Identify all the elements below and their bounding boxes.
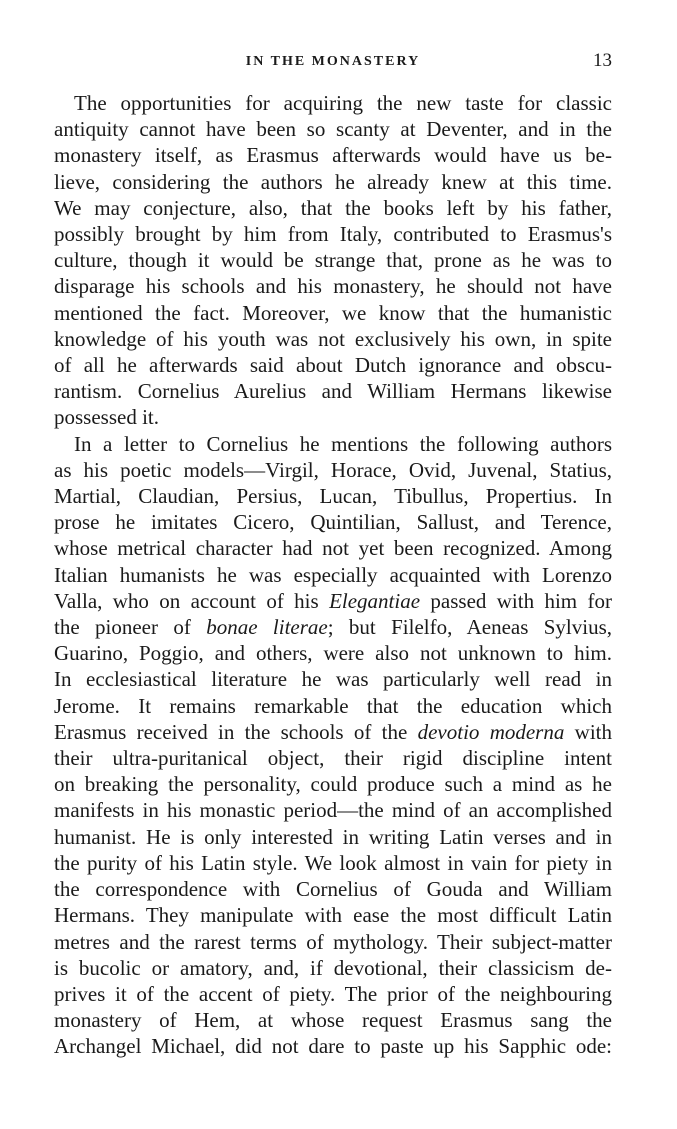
text-run: Valla, who on account of his — [54, 588, 330, 613]
running-title: IN THE MONASTERY — [245, 54, 421, 69]
text-line: lieve, considering the authors he already knew at this time. — [54, 169, 612, 194]
text-line: possessed it. — [54, 405, 159, 430]
text-line: manifests in his monastic period—the mind of an accomplished — [54, 798, 612, 823]
text-line — [54, 614, 612, 640]
text-line: on breaking the personality, could produce such a mind as he — [54, 772, 612, 797]
text-line: humanist. He is only interested in writing Latin verses and in — [54, 824, 612, 849]
text-line: as his poetic models—Virgil, Horace, Ovid, Juvenal, Statius, — [54, 457, 612, 482]
text-line — [54, 588, 612, 614]
text-line: metres and the rarest terms of mythology. Their subject-matter — [54, 929, 612, 954]
text-line: prives it of the accent of piety. The prior of the neighbouring — [54, 981, 612, 1006]
text-line: mentioned the fact. Moreover, we know that the humanistic — [54, 300, 612, 325]
text-line: antiquity cannot have been so scanty at Deventer, and in the — [54, 117, 612, 142]
text-run: ; but Filelfo, Aeneas Sylvius, — [327, 615, 613, 640]
text-line: is bucolic or amatory, and, if devotional, their classicism de- — [54, 955, 612, 980]
text-line: Martial, Claudian, Persius, Lucan, Tibullus, Propertius. In — [54, 484, 612, 509]
italic-phrase: bonae literae — [206, 615, 328, 640]
text-line: rantism. Cornelius Aurelius and William Hermans likewise — [54, 379, 612, 404]
book-page — [54, 48, 612, 1060]
text-line: the correspondence with Cornelius of Gouda and William — [54, 877, 612, 902]
running-head — [54, 48, 612, 74]
text-line: We may conjecture, also, that the books left by his father, — [54, 195, 612, 220]
page-number: 13 — [593, 50, 612, 71]
text-line: The opportunities for acquiring the new taste for classic — [74, 91, 612, 115]
text-line: monastery itself, as Erasmus afterwards would have us be- — [54, 143, 612, 168]
text-line: Jerome. It remains remarkable that the education which — [54, 693, 612, 718]
text-run: passed with him for — [420, 588, 612, 613]
text-line: prose he imitates Cicero, Quintilian, Sallust, and Terence, — [54, 510, 612, 535]
text-line — [54, 719, 612, 745]
text-line: disparage his schools and his monastery, he should not have — [54, 274, 612, 299]
text-line: In a letter to Cornelius he mentions the following authors — [74, 431, 612, 456]
text-line: their ultra-puritanical object, their rigid discipline intent — [54, 746, 612, 771]
text-line: the purity of his Latin style. We look almost in vain for piety in — [54, 850, 612, 875]
italic-phrase: devotio moderna — [417, 719, 565, 744]
text-line: Archangel Michael, did not dare to paste up his Sapphic ode: — [54, 1034, 612, 1059]
text-line: Italian humanists he was especially acquainted with Lorenzo — [54, 562, 612, 587]
text-run: Erasmus received in the schools of the — [54, 719, 418, 744]
text-line: culture, though it would be strange that, prone as he was to — [54, 248, 612, 273]
text-run: with — [564, 719, 612, 744]
text-run: the pioneer of — [54, 615, 207, 640]
text-line: of all he afterwards said about Dutch ignorance and obscu- — [54, 353, 612, 378]
text-line: monastery of Hem, at whose request Erasmus sang the — [54, 1008, 612, 1033]
text-line: whose metrical character had not yet been recognized. Among — [54, 536, 612, 561]
body-text — [54, 90, 612, 1060]
text-line: Hermans. They manipulate with ease the most difficult Latin — [54, 903, 612, 928]
text-line: Guarino, Poggio, and others, were also not unknown to him. — [54, 641, 612, 666]
italic-title: Elegantiae — [329, 588, 421, 613]
text-line: In ecclesiastical literature he was particularly well read in — [54, 667, 612, 692]
text-line: knowledge of his youth was not exclusively his own, in spite — [54, 326, 612, 351]
text-line: possibly brought by him from Italy, contributed to Erasmus's — [54, 222, 612, 247]
